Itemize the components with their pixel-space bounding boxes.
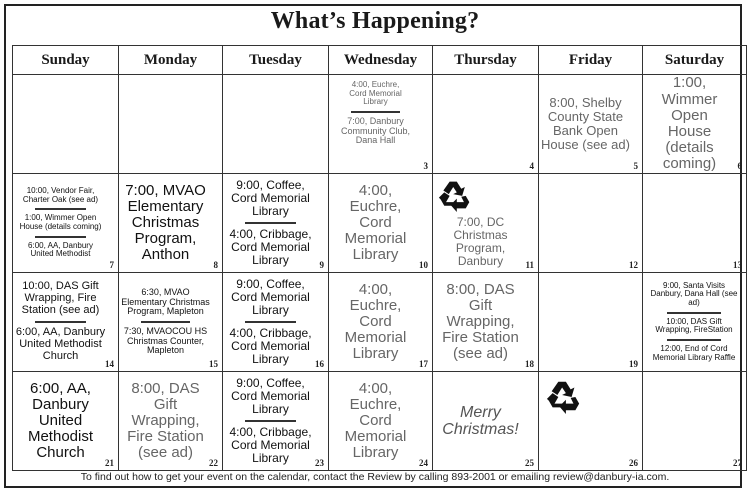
event-text: 9:00, Santa Visits Danbury, Dana Hall (see ad) bbox=[650, 280, 738, 308]
day-number: 18 bbox=[525, 359, 534, 369]
day-number: 13 bbox=[733, 260, 742, 270]
day-cell-4 bbox=[433, 75, 539, 174]
event-text: 6:00, AA, Danbury United Methodist Church bbox=[15, 326, 106, 362]
day-number: 24 bbox=[419, 458, 428, 468]
day-number: 17 bbox=[419, 359, 428, 369]
event-divider bbox=[667, 339, 721, 341]
day-number: 14 bbox=[105, 359, 114, 369]
day-number: 4 bbox=[529, 161, 534, 171]
event-text: 7:30, MVAOCOU HS Christmas Counter, Mapleton bbox=[123, 326, 208, 356]
recycle-icon bbox=[437, 178, 473, 212]
weekday-wednesday: Wednesday bbox=[329, 46, 433, 75]
day-number: 10 bbox=[419, 260, 428, 270]
event-text: 6:30, MVAO Elementary Christmas Program, Mapleton bbox=[121, 286, 210, 317]
event-text: 4:00, Euchre, Cord Memorial Library bbox=[344, 181, 407, 264]
event-text: 9:00, Coffee, Cord Memorial Library bbox=[231, 376, 310, 417]
day-number: 11 bbox=[525, 260, 534, 270]
event-divider bbox=[245, 222, 295, 224]
day-cell-7 bbox=[13, 174, 119, 273]
day-cell-20 bbox=[643, 273, 747, 372]
event-divider bbox=[245, 321, 295, 323]
weekday-sunday: Sunday bbox=[13, 46, 119, 75]
day-cell-8 bbox=[119, 174, 223, 273]
day-cell-9 bbox=[223, 174, 329, 273]
day-cell-13 bbox=[643, 174, 747, 273]
event-text: 7:00, DC Christmas Program, Danbury bbox=[453, 215, 508, 268]
weekday-saturday: Saturday bbox=[643, 46, 747, 75]
week-row bbox=[13, 174, 747, 273]
day-number: 16 bbox=[315, 359, 324, 369]
day-cell-14 bbox=[13, 273, 119, 372]
event-text: 9:00, Coffee, Cord Memorial Library bbox=[231, 277, 310, 318]
event-text: 4:00, Euchre, Cord Memorial Library bbox=[344, 379, 407, 462]
event-divider bbox=[245, 420, 295, 422]
day-cell-17 bbox=[329, 273, 433, 372]
week-row bbox=[13, 372, 747, 471]
event-text: 4:00, Cribbage, Cord Memorial Library bbox=[229, 425, 312, 465]
event-text: 12:00, End of Cord Memorial Library Raffle bbox=[652, 343, 736, 362]
day-cell-11 bbox=[433, 174, 539, 273]
week-row bbox=[13, 273, 747, 372]
weekday-thursday: Thursday bbox=[433, 46, 539, 75]
event-text: 6:00, AA, Danbury United Methodist bbox=[28, 240, 93, 259]
day-number: 22 bbox=[209, 458, 218, 468]
day-number: 12 bbox=[629, 260, 638, 270]
recycle-icon bbox=[545, 378, 583, 414]
event-divider bbox=[35, 236, 85, 238]
day-cell-21 bbox=[13, 372, 119, 471]
day-cell-empty bbox=[119, 75, 223, 174]
event-divider bbox=[351, 111, 400, 113]
calendar-grid bbox=[12, 45, 747, 471]
day-number: 6 bbox=[737, 161, 742, 171]
event-text: 7:00, MVAO Elementary Christmas Program, Anthon bbox=[125, 181, 206, 264]
event-text: 8:00, Shelby County State Bank Open House (see ad) bbox=[541, 94, 630, 153]
day-cell-18 bbox=[433, 273, 539, 372]
day-number: 9 bbox=[319, 260, 324, 270]
day-number: 3 bbox=[423, 161, 428, 171]
day-cell-16 bbox=[223, 273, 329, 372]
event-text: 10:00, Vendor Fair, Charter Oak (see ad) bbox=[22, 186, 99, 204]
event-text: 7:00, Danbury Community Club, Dana Hall bbox=[340, 115, 411, 146]
event-divider bbox=[141, 321, 190, 323]
day-number: 21 bbox=[105, 458, 114, 468]
day-cell-10 bbox=[329, 174, 433, 273]
event-text: 10:00, DAS Gift Wrapping, Fire Station (see ad) bbox=[21, 280, 100, 317]
event-text: 4:00, Euchre, Cord Memorial Library bbox=[349, 80, 402, 107]
day-number: 26 bbox=[629, 458, 638, 468]
day-number: 5 bbox=[633, 161, 638, 171]
day-number: 27 bbox=[733, 458, 742, 468]
day-cell-22 bbox=[119, 372, 223, 471]
event-text: 8:00, DAS Gift Wrapping, Fire Station (see ad) bbox=[127, 379, 204, 462]
day-number: 23 bbox=[315, 458, 324, 468]
day-cell-24 bbox=[329, 372, 433, 471]
weekday-header-row bbox=[13, 46, 747, 75]
event-text: 4:00, Cribbage, Cord Memorial Library bbox=[229, 227, 312, 267]
event-text: 4:00, Cribbage, Cord Memorial Library bbox=[229, 326, 312, 366]
week-row bbox=[13, 75, 747, 174]
event-text: 4:00, Euchre, Cord Memorial Library bbox=[344, 280, 407, 363]
event-divider bbox=[667, 312, 721, 314]
day-cell-6 bbox=[643, 75, 747, 174]
event-text: 10:00, DAS Gift Wrapping, FireStation bbox=[655, 316, 733, 335]
day-number: 15 bbox=[209, 359, 218, 369]
day-cell-23 bbox=[223, 372, 329, 471]
day-cell-15 bbox=[119, 273, 223, 372]
event-divider bbox=[35, 208, 85, 210]
day-number: 8 bbox=[213, 260, 218, 270]
day-cell-5 bbox=[539, 75, 643, 174]
day-cell-19 bbox=[539, 273, 643, 372]
day-cell-25 bbox=[433, 372, 539, 471]
event-text: 9:00, Coffee, Cord Memorial Library bbox=[231, 178, 310, 219]
event-text: 8:00, DAS Gift Wrapping, Fire Station (see ad) bbox=[442, 280, 519, 363]
day-cell-3 bbox=[329, 75, 433, 174]
weekday-monday: Monday bbox=[119, 46, 223, 75]
weekday-friday: Friday bbox=[539, 46, 643, 75]
event-text: 1:00, Wimmer Open House (details coming) bbox=[661, 74, 718, 173]
weekday-tuesday: Tuesday bbox=[223, 46, 329, 75]
day-cell-empty bbox=[223, 75, 329, 174]
day-number: 19 bbox=[629, 359, 638, 369]
day-number: 25 bbox=[525, 458, 534, 468]
page-title: What’s Happening? bbox=[270, 8, 480, 34]
day-cell-empty bbox=[13, 75, 119, 174]
day-cell-27 bbox=[643, 372, 747, 471]
calendar-page bbox=[4, 4, 742, 488]
day-cell-12 bbox=[539, 174, 643, 273]
event-text: Merry Christmas! bbox=[442, 403, 519, 438]
day-cell-26 bbox=[539, 372, 643, 471]
event-text: 1:00, Wimmer Open House (details coming) bbox=[19, 213, 102, 231]
footer-note: To find out how to get your event on the calendar, contact the Review by calling 893-2001 or emailing review@danbury-ia.com. bbox=[80, 471, 670, 483]
event-text: 6:00, AA, Danbury United Methodist Church bbox=[27, 379, 94, 462]
day-number: 7 bbox=[109, 260, 114, 270]
event-divider bbox=[35, 321, 85, 323]
